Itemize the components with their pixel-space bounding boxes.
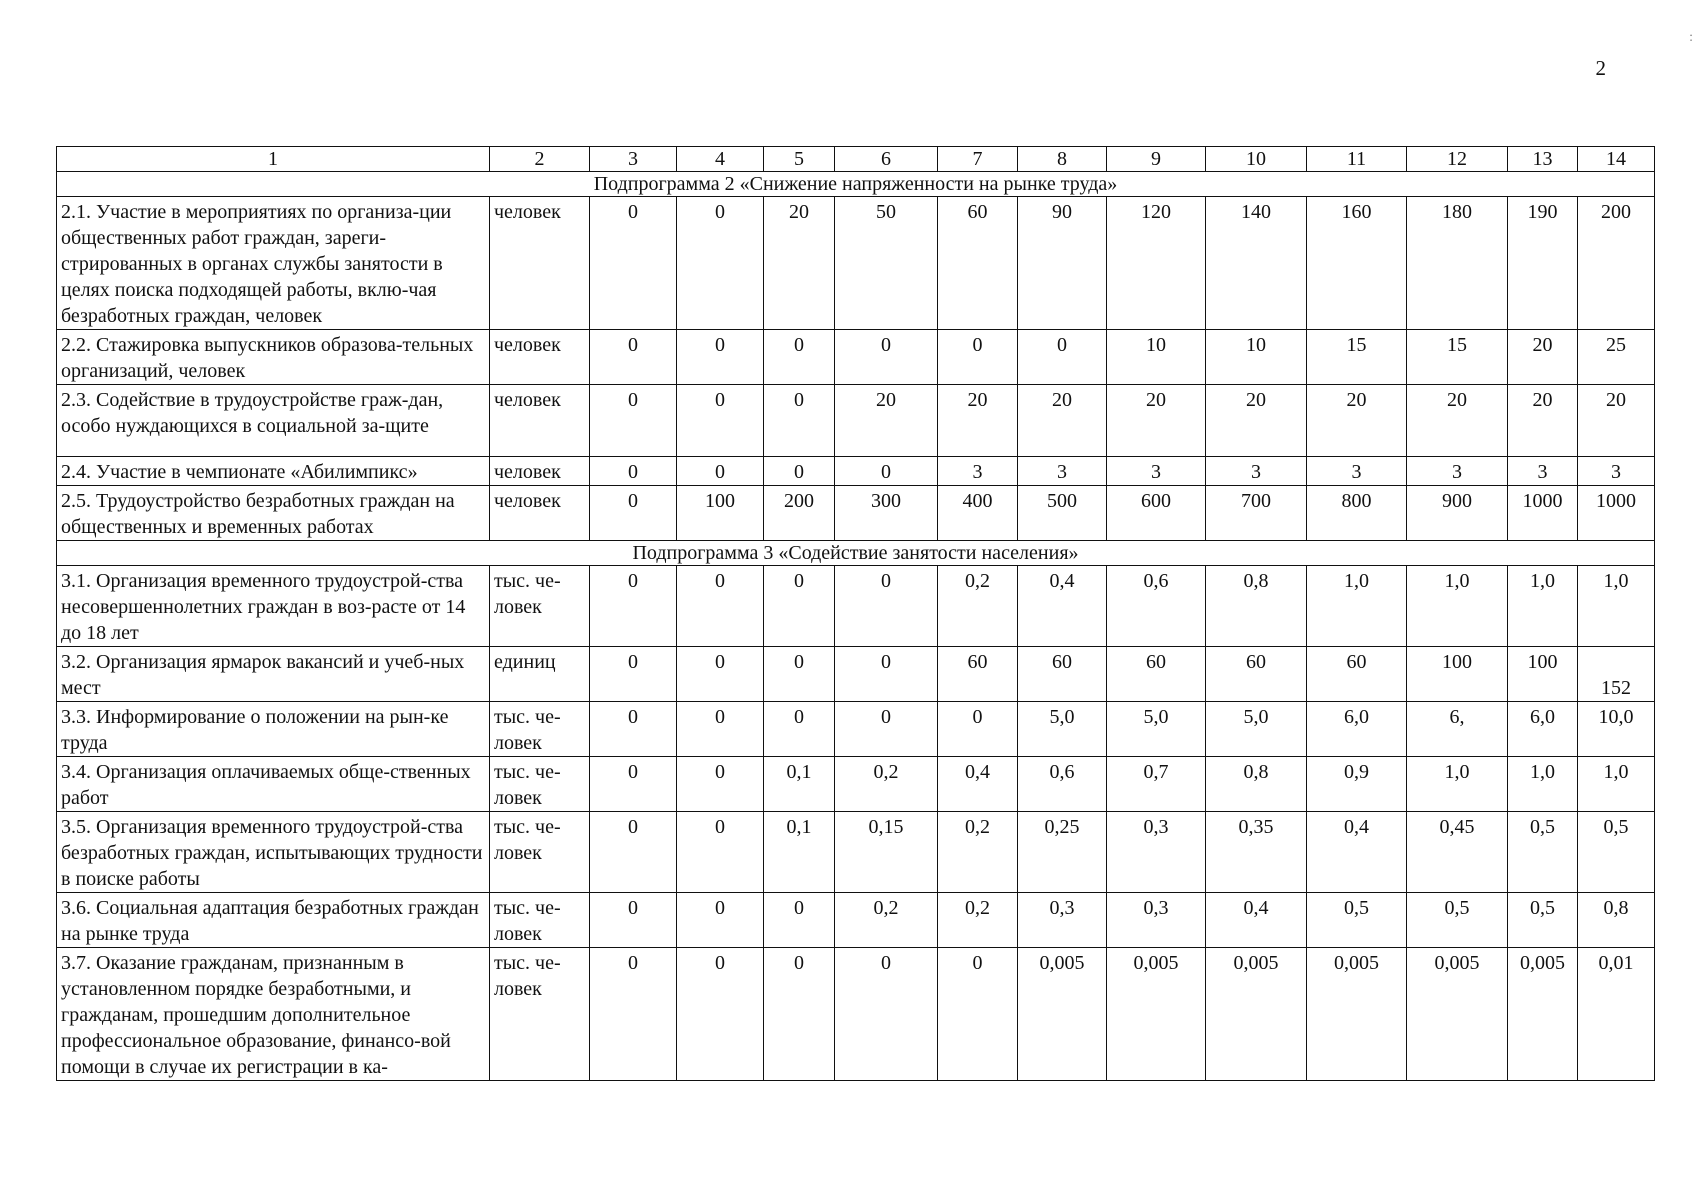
- value-cell: 0,005: [1508, 948, 1578, 1081]
- value-cell: 20: [1206, 385, 1307, 457]
- value-cell: 0,35: [1206, 812, 1307, 893]
- value-cell: 0: [677, 893, 764, 948]
- value-cell: 0,005: [1407, 948, 1508, 1081]
- table-row: [57, 702, 1655, 757]
- value-cell: 6,: [1407, 702, 1508, 757]
- value-cell: 0,25: [1018, 812, 1107, 893]
- value-cell: 0: [677, 385, 764, 457]
- value-cell: 10: [1107, 330, 1206, 385]
- value-cell: 20: [1307, 385, 1407, 457]
- unit-cell: человек: [490, 385, 590, 457]
- value-cell: 20: [764, 197, 835, 330]
- value-cell: 0: [590, 948, 677, 1081]
- value-cell: 0: [764, 702, 835, 757]
- column-number-cell: 10: [1206, 147, 1307, 172]
- value-cell: 0,4: [1018, 566, 1107, 647]
- indicator-name-cell: 3.3. Информирование о положении на рын-ке труда: [57, 702, 490, 757]
- value-cell: 0,2: [835, 893, 938, 948]
- column-number-cell: 5: [764, 147, 835, 172]
- value-cell: 0,5: [1508, 893, 1578, 948]
- value-cell: 0: [590, 385, 677, 457]
- value-cell: 0: [590, 702, 677, 757]
- value-cell: 0: [677, 757, 764, 812]
- value-cell: 1,0: [1307, 566, 1407, 647]
- value-cell: 0: [677, 566, 764, 647]
- value-cell: 20: [1508, 330, 1578, 385]
- value-cell: 50: [835, 197, 938, 330]
- value-cell: 0,4: [1206, 893, 1307, 948]
- table-row: [57, 330, 1655, 385]
- column-number-cell: 12: [1407, 147, 1508, 172]
- value-cell: 0: [835, 647, 938, 702]
- value-cell: 0: [764, 566, 835, 647]
- value-cell: 20: [1107, 385, 1206, 457]
- value-cell: 100: [677, 486, 764, 541]
- column-number-cell: 6: [835, 147, 938, 172]
- unit-cell: человек: [490, 486, 590, 541]
- value-cell: 0,4: [938, 757, 1018, 812]
- value-cell: 60: [938, 197, 1018, 330]
- value-cell: 0: [677, 197, 764, 330]
- value-cell: 190: [1508, 197, 1578, 330]
- value-cell: 0,8: [1578, 893, 1655, 948]
- value-cell: 0,5: [1307, 893, 1407, 948]
- column-number-cell: 14: [1578, 147, 1655, 172]
- value-cell: 0,5: [1508, 812, 1578, 893]
- value-cell: 0,3: [1107, 893, 1206, 948]
- value-cell: 0,005: [1107, 948, 1206, 1081]
- value-cell: 0: [677, 812, 764, 893]
- value-cell: 0,2: [938, 893, 1018, 948]
- value-cell: 700: [1206, 486, 1307, 541]
- column-number-cell: 13: [1508, 147, 1578, 172]
- value-cell: 0: [938, 948, 1018, 1081]
- value-cell: 0: [835, 457, 938, 486]
- column-number-cell: 11: [1307, 147, 1407, 172]
- value-cell: 300: [835, 486, 938, 541]
- value-cell: 0: [677, 702, 764, 757]
- value-cell: 0,01: [1578, 948, 1655, 1081]
- value-cell: 3: [1018, 457, 1107, 486]
- value-cell: 0: [764, 330, 835, 385]
- value-cell: 200: [764, 486, 835, 541]
- value-cell: 5,0: [1018, 702, 1107, 757]
- value-cell: 160: [1307, 197, 1407, 330]
- value-cell: 60: [938, 647, 1018, 702]
- table-row: [57, 812, 1655, 893]
- value-cell: 500: [1018, 486, 1107, 541]
- value-cell: 1000: [1578, 486, 1655, 541]
- table-row: [57, 566, 1655, 647]
- unit-cell: тыс. че-ловек: [490, 893, 590, 948]
- value-cell: 1,0: [1407, 566, 1508, 647]
- value-cell: 60: [1206, 647, 1307, 702]
- value-cell: 900: [1407, 486, 1508, 541]
- table-row: [57, 197, 1655, 330]
- value-cell: 0: [590, 757, 677, 812]
- value-cell: 0: [764, 457, 835, 486]
- section-title-row: [57, 541, 1655, 566]
- indicators-table: [56, 146, 1655, 1081]
- value-cell: 0: [764, 647, 835, 702]
- value-cell: 0: [590, 566, 677, 647]
- value-cell: 0,8: [1206, 757, 1307, 812]
- value-cell: 0,1: [764, 757, 835, 812]
- value-cell: 1,0: [1508, 566, 1578, 647]
- value-cell: 60: [1107, 647, 1206, 702]
- value-cell: 0: [835, 566, 938, 647]
- value-cell: 20: [938, 385, 1018, 457]
- page-number: 2: [1595, 56, 1606, 80]
- value-cell: 5,0: [1206, 702, 1307, 757]
- value-cell: 400: [938, 486, 1018, 541]
- value-cell: 0: [590, 812, 677, 893]
- indicator-name-cell: 3.7. Оказание гражданам, признанным в установленном порядке безработными, и гражданам, прошедшим дополнительное профессиональное образование, финансо-вой помощи в случае их регистрации в ка-: [57, 948, 490, 1081]
- value-cell: 20: [835, 385, 938, 457]
- value-cell: 140: [1206, 197, 1307, 330]
- section-title: Подпрограмма 3 «Содействие занятости населения»: [57, 541, 1655, 566]
- value-cell: 6,0: [1307, 702, 1407, 757]
- value-cell: 20: [1407, 385, 1508, 457]
- value-cell: 0: [677, 948, 764, 1081]
- value-cell: 3: [1578, 457, 1655, 486]
- value-cell: 0,9: [1307, 757, 1407, 812]
- value-cell: 0: [764, 948, 835, 1081]
- value-cell: 60: [1307, 647, 1407, 702]
- value-cell: 10,0: [1578, 702, 1655, 757]
- value-cell: 1,0: [1508, 757, 1578, 812]
- value-cell: 20: [1508, 385, 1578, 457]
- value-cell: 152: [1578, 647, 1655, 702]
- value-cell: 0: [677, 647, 764, 702]
- value-cell: 60: [1018, 647, 1107, 702]
- value-cell: 0: [938, 702, 1018, 757]
- value-cell: 0,1: [764, 812, 835, 893]
- value-cell: 100: [1508, 647, 1578, 702]
- value-cell: 0: [835, 330, 938, 385]
- unit-cell: человек: [490, 457, 590, 486]
- value-cell: 3: [1307, 457, 1407, 486]
- column-number-cell: 3: [590, 147, 677, 172]
- value-cell: 0: [835, 702, 938, 757]
- value-cell: 5,0: [1107, 702, 1206, 757]
- value-cell: 0,005: [1307, 948, 1407, 1081]
- value-cell: 25: [1578, 330, 1655, 385]
- value-cell: 1,0: [1407, 757, 1508, 812]
- value-cell: 0,8: [1206, 566, 1307, 647]
- value-cell: 15: [1307, 330, 1407, 385]
- section-title: Подпрограмма 2 «Снижение напряженности на рынке труда»: [57, 172, 1655, 197]
- value-cell: 600: [1107, 486, 1206, 541]
- value-cell: 0: [764, 893, 835, 948]
- indicator-name-cell: 2.3. Содействие в трудоустройстве граж-дан, особо нуждающихся в социальной за-щите: [57, 385, 490, 457]
- indicator-name-cell: 2.2. Стажировка выпускников образова-тельных организаций, человек: [57, 330, 490, 385]
- table-row: [57, 948, 1655, 1081]
- value-cell: 0,2: [938, 812, 1018, 893]
- value-cell: 0: [677, 330, 764, 385]
- value-cell: 0,5: [1578, 812, 1655, 893]
- value-cell: 0: [590, 647, 677, 702]
- value-cell: 0: [835, 948, 938, 1081]
- value-cell: 0,3: [1018, 893, 1107, 948]
- value-cell: 15: [1407, 330, 1508, 385]
- table-row: [57, 647, 1655, 702]
- value-cell: 0,005: [1206, 948, 1307, 1081]
- table-body: [57, 147, 1655, 1081]
- indicator-name-cell: 3.4. Организация оплачиваемых обще-ственных работ: [57, 757, 490, 812]
- unit-cell: тыс. че-ловек: [490, 948, 590, 1081]
- column-number-cell: 9: [1107, 147, 1206, 172]
- value-cell: 0,45: [1407, 812, 1508, 893]
- indicator-name-cell: 2.4. Участие в чемпионате «Абилимпикс»: [57, 457, 490, 486]
- value-cell: 0,6: [1018, 757, 1107, 812]
- value-cell: 1,0: [1578, 566, 1655, 647]
- value-cell: 0: [590, 197, 677, 330]
- indicator-name-cell: 3.2. Организация ярмарок вакансий и учеб-ных мест: [57, 647, 490, 702]
- value-cell: 0: [590, 486, 677, 541]
- value-cell: 3: [1206, 457, 1307, 486]
- value-cell: 0: [1018, 330, 1107, 385]
- indicator-name-cell: 2.1. Участие в мероприятиях по организа-ции общественных работ граждан, зареги-стрированных в органах службы занятости в целях поиска подходящей работы, вклю-чая безработных граждан, человек: [57, 197, 490, 330]
- value-cell: 0: [677, 457, 764, 486]
- unit-cell: тыс. че-ловек: [490, 566, 590, 647]
- value-cell: 0,15: [835, 812, 938, 893]
- value-cell: 0: [764, 385, 835, 457]
- table-row: [57, 486, 1655, 541]
- value-cell: 6,0: [1508, 702, 1578, 757]
- column-number-cell: 7: [938, 147, 1018, 172]
- table-row: [57, 385, 1655, 457]
- value-cell: 0: [590, 893, 677, 948]
- table-row: [57, 757, 1655, 812]
- column-number-row: [57, 147, 1655, 172]
- value-cell: 1,0: [1578, 757, 1655, 812]
- value-cell: 20: [1018, 385, 1107, 457]
- indicator-name-cell: 3.1. Организация временного трудоустрой-ства несовершеннолетних граждан в воз-расте от 14 до 18 лет: [57, 566, 490, 647]
- unit-cell: тыс. че-ловек: [490, 702, 590, 757]
- value-cell: 20: [1578, 385, 1655, 457]
- column-number-cell: 2: [490, 147, 590, 172]
- value-cell: 100: [1407, 647, 1508, 702]
- value-cell: 180: [1407, 197, 1508, 330]
- unit-cell: единиц: [490, 647, 590, 702]
- value-cell: 3: [1107, 457, 1206, 486]
- unit-cell: тыс. че-ловек: [490, 812, 590, 893]
- indicator-name-cell: 3.5. Организация временного трудоустрой-ства безработных граждан, испытывающих трудности в поиске работы: [57, 812, 490, 893]
- value-cell: 200: [1578, 197, 1655, 330]
- indicator-name-cell: 3.6. Социальная адаптация безработных граждан на рынке труда: [57, 893, 490, 948]
- indicator-name-cell: 2.5. Трудоустройство безработных граждан на общественных и временных работах: [57, 486, 490, 541]
- value-cell: 0,5: [1407, 893, 1508, 948]
- value-cell: 90: [1018, 197, 1107, 330]
- value-cell: 3: [1508, 457, 1578, 486]
- value-cell: 0: [938, 330, 1018, 385]
- column-number-cell: 1: [57, 147, 490, 172]
- unit-cell: человек: [490, 330, 590, 385]
- value-cell: 0,7: [1107, 757, 1206, 812]
- section-title-row: [57, 172, 1655, 197]
- value-cell: 3: [938, 457, 1018, 486]
- value-cell: 0: [590, 457, 677, 486]
- table-row: [57, 893, 1655, 948]
- value-cell: 0,3: [1107, 812, 1206, 893]
- column-number-cell: 4: [677, 147, 764, 172]
- table-row: [57, 457, 1655, 486]
- value-cell: 0,6: [1107, 566, 1206, 647]
- scan-mark: :: [1689, 30, 1693, 45]
- value-cell: 0,2: [835, 757, 938, 812]
- value-cell: 10: [1206, 330, 1307, 385]
- value-cell: 0,4: [1307, 812, 1407, 893]
- value-cell: 1000: [1508, 486, 1578, 541]
- value-cell: 120: [1107, 197, 1206, 330]
- value-cell: 0: [590, 330, 677, 385]
- value-cell: 0,005: [1018, 948, 1107, 1081]
- unit-cell: человек: [490, 197, 590, 330]
- column-number-cell: 8: [1018, 147, 1107, 172]
- value-cell: 800: [1307, 486, 1407, 541]
- value-cell: 3: [1407, 457, 1508, 486]
- unit-cell: тыс. че-ловек: [490, 757, 590, 812]
- value-cell: 0,2: [938, 566, 1018, 647]
